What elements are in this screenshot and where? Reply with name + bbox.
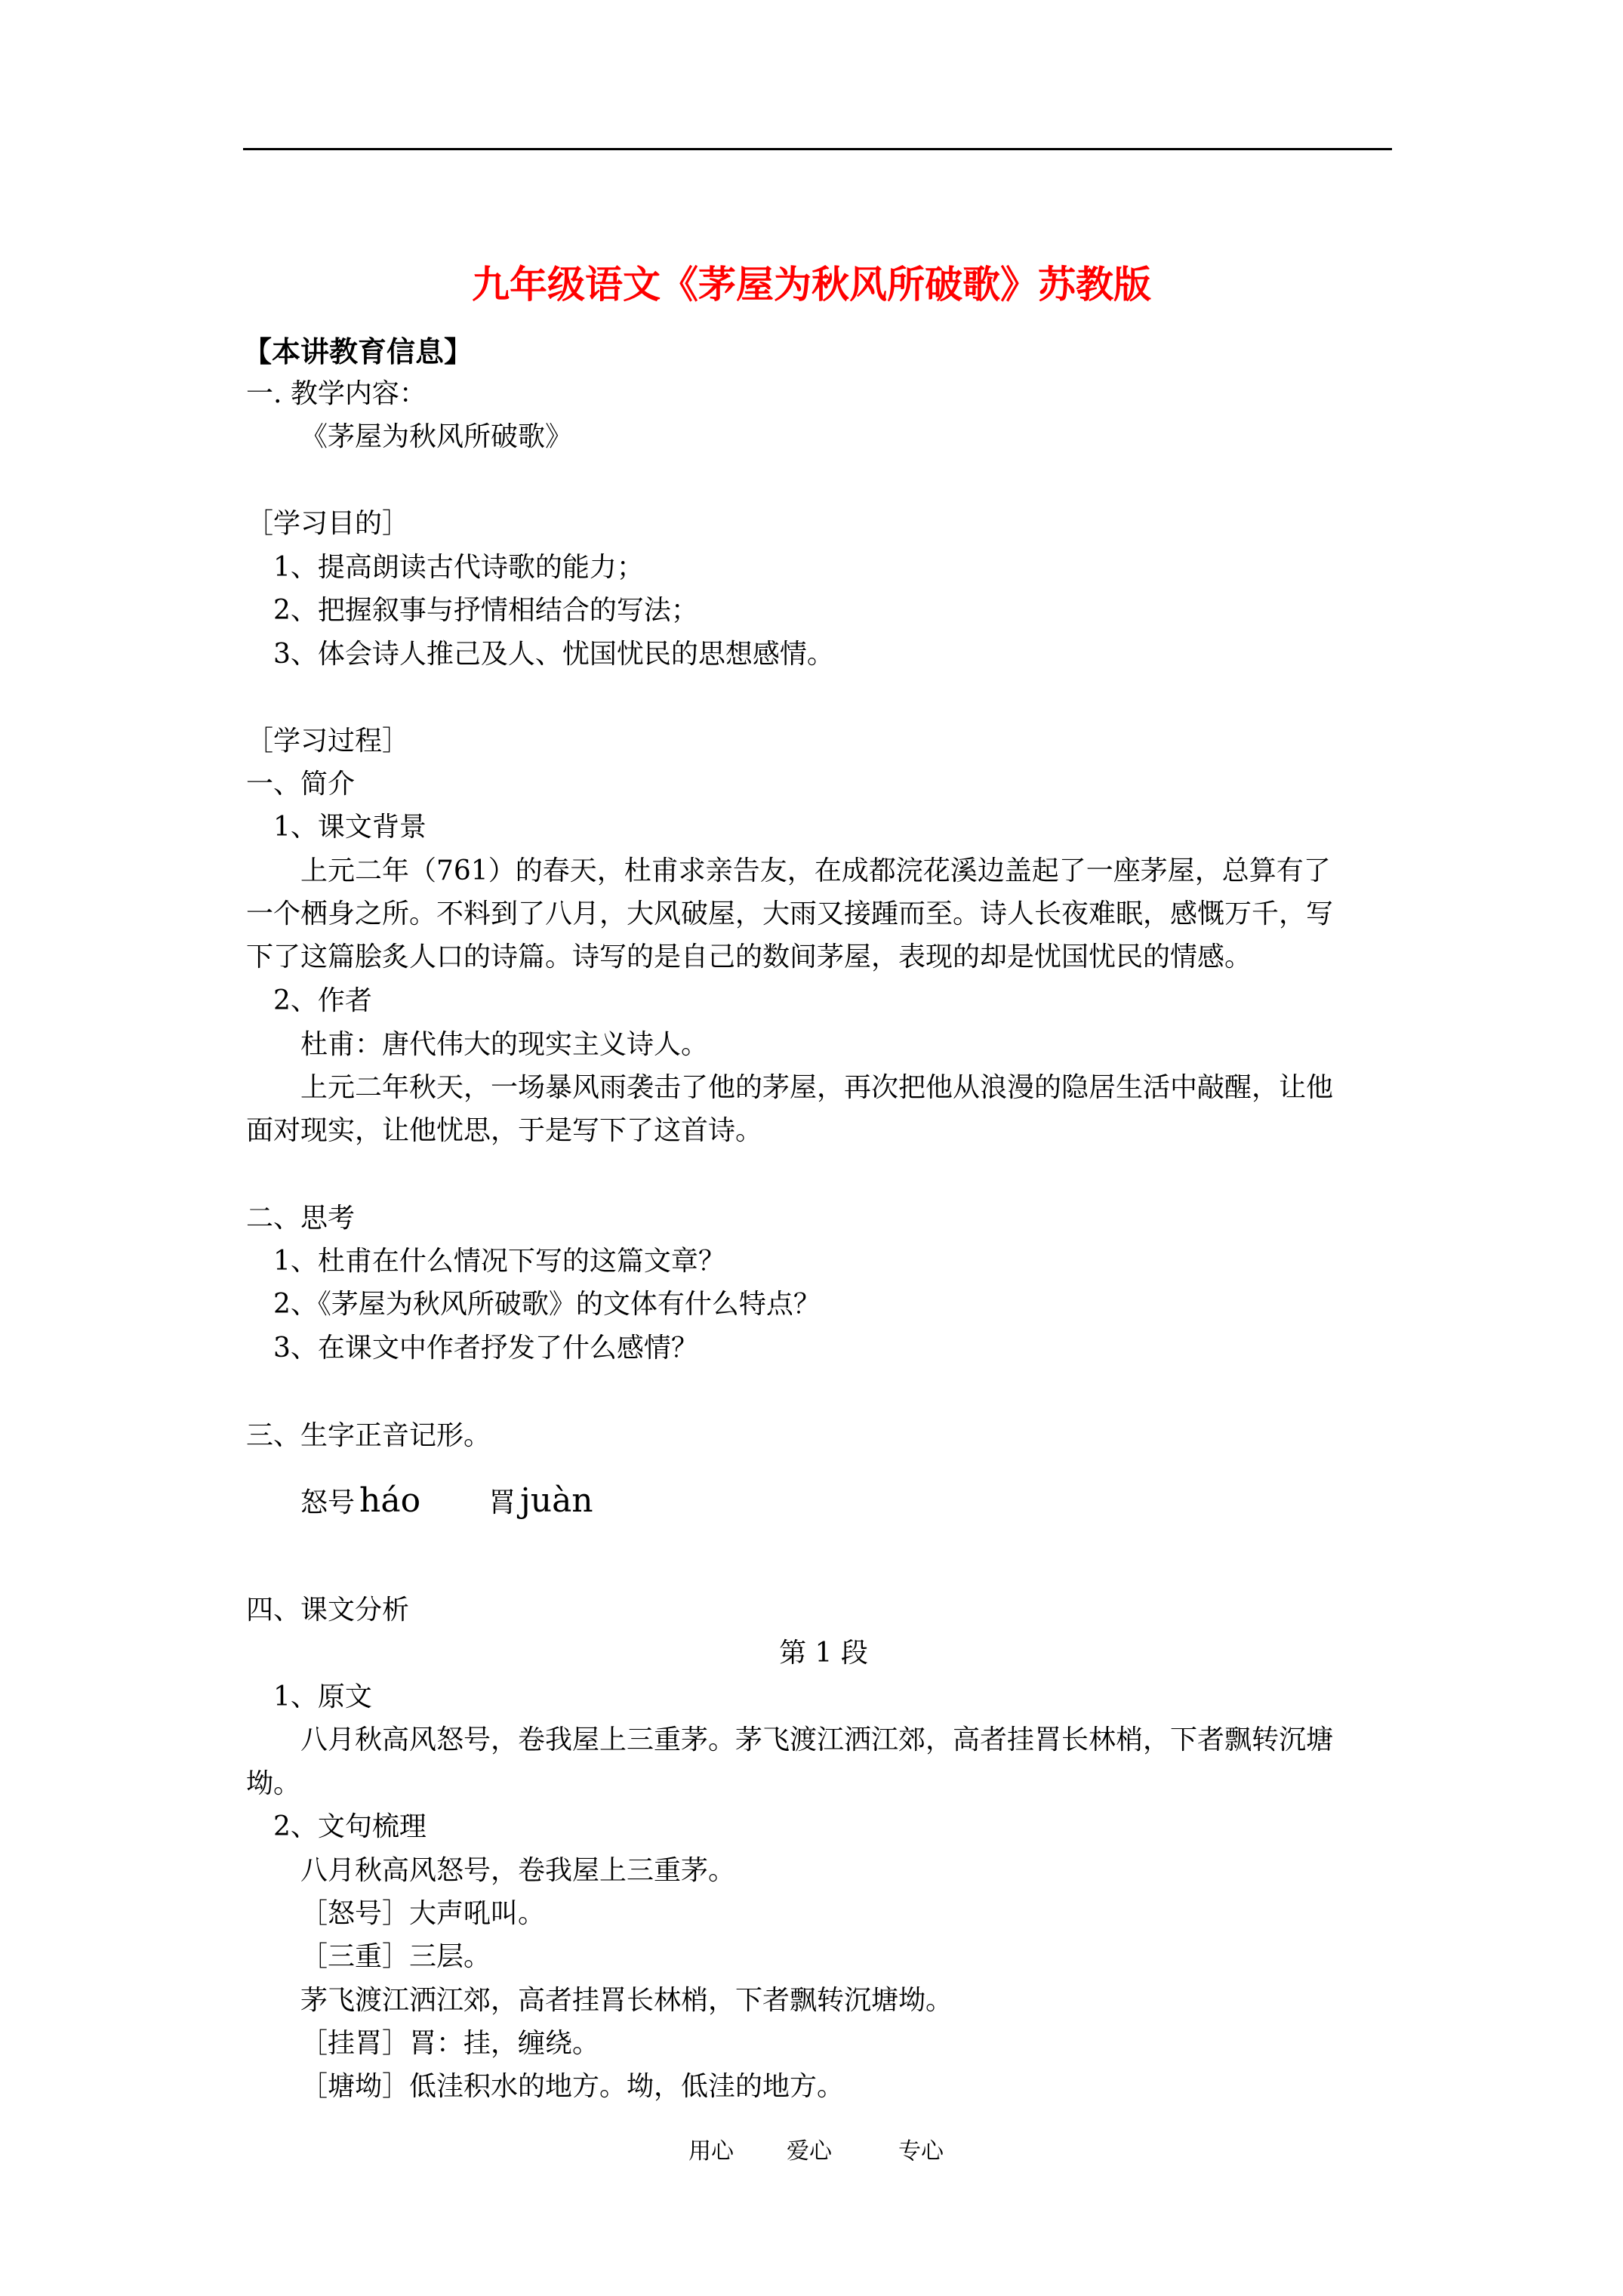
character-word: 怒号 — [300, 1487, 356, 1518]
paragraph-label: 第 1 段 — [779, 1638, 868, 1669]
analysis-heading: 四、课文分析 — [246, 1595, 410, 1626]
review-line: ［塘坳］低洼积水的地方。坳，低洼的地方。 — [300, 2071, 845, 2102]
review-heading: 2、文句梳理 — [273, 1811, 427, 1842]
thinking-item: 1、杜甫在什么情况下写的这篇文章？ — [273, 1246, 725, 1277]
objective-item: 3、体会诗人推己及人、忧国忧民的思想感情。 — [273, 639, 834, 670]
background-line: 上元二年（761）的春天，杜甫求亲告友，在成都浣花溪边盖起了一座茅屋，总算有了 — [300, 855, 1331, 886]
thinking-item: 2、《茅屋为秋风所破歌》的文体有什么特点？ — [273, 1289, 821, 1320]
character-pinyin: háo — [359, 1481, 421, 1520]
footer-item: 爱心 — [787, 2138, 832, 2165]
background-line: 一个栖身之所。不料到了八月，大风破屋，大雨又接踵而至。诗人长夜难眠，感慨万千，写 — [246, 898, 1334, 929]
author-line: 上元二年秋天，一场暴风雨袭击了他的茅屋，再次把他从浪漫的隐居生活中敲醒，让他 — [300, 1072, 1334, 1103]
document-title: 九年级语文《茅屋为秋风所破歌》苏教版 — [472, 262, 1151, 307]
review-line: 八月秋高风怒号，卷我屋上三重茅。 — [300, 1855, 736, 1886]
thinking-heading: 二、思考 — [246, 1203, 356, 1234]
author-line: 面对现实，让他忧思，于是写下了这首诗。 — [246, 1115, 763, 1146]
review-line: ［挂罥］罥：挂，缠绕。 — [300, 2028, 600, 2059]
process-heading: ［学习过程］ — [246, 726, 410, 757]
review-line: ［怒号］大声吼叫。 — [300, 1898, 546, 1929]
objective-item: 2、把握叙事与抒情相结合的写法； — [273, 595, 698, 626]
section-header: 【本讲教育信息】 — [243, 334, 473, 368]
objectives-heading: ［学习目的］ — [246, 508, 410, 539]
footer-item: 专心 — [898, 2138, 944, 2165]
review-line: 茅飞渡江洒江郊，高者挂罥长林梢，下者飘转沉塘坳。 — [300, 1985, 953, 2016]
character-pinyin: juàn — [520, 1481, 593, 1520]
thinking-item: 3、在课文中作者抒发了什么感情？ — [273, 1333, 698, 1364]
footer-item: 用心 — [688, 2138, 734, 2165]
author-line: 杜甫：唐代伟大的现实主义诗人。 — [300, 1029, 709, 1060]
review-line: ［三重］三层。 — [300, 1941, 491, 1972]
background-heading: 1、课文背景 — [273, 812, 427, 843]
original-line: 八月秋高风怒号，卷我屋上三重茅。茅飞渡江洒江郊，高者挂罥长林梢，下者飘转沉塘 — [300, 1724, 1334, 1755]
background-line: 下了这篇脍炙人口的诗篇。诗写的是自己的数间茅屋，表现的却是忧国忧民的情感。 — [246, 942, 1252, 972]
objective-item: 1、提高朗读古代诗歌的能力； — [273, 552, 644, 583]
pinyin-row — [300, 1477, 593, 1525]
teaching-content-heading: 一. 教学内容： — [246, 378, 427, 409]
intro-heading: 一、简介 — [246, 769, 356, 800]
original-heading: 1、原文 — [273, 1681, 372, 1712]
teaching-content-item: 《茅屋为秋风所破歌》 — [300, 421, 573, 452]
original-line: 坳。 — [246, 1768, 301, 1799]
author-heading: 2、作者 — [273, 985, 372, 1016]
character-word: 罥 — [488, 1487, 516, 1518]
header-rule — [243, 148, 1392, 150]
characters-heading: 三、生字正音记形。 — [246, 1420, 491, 1451]
